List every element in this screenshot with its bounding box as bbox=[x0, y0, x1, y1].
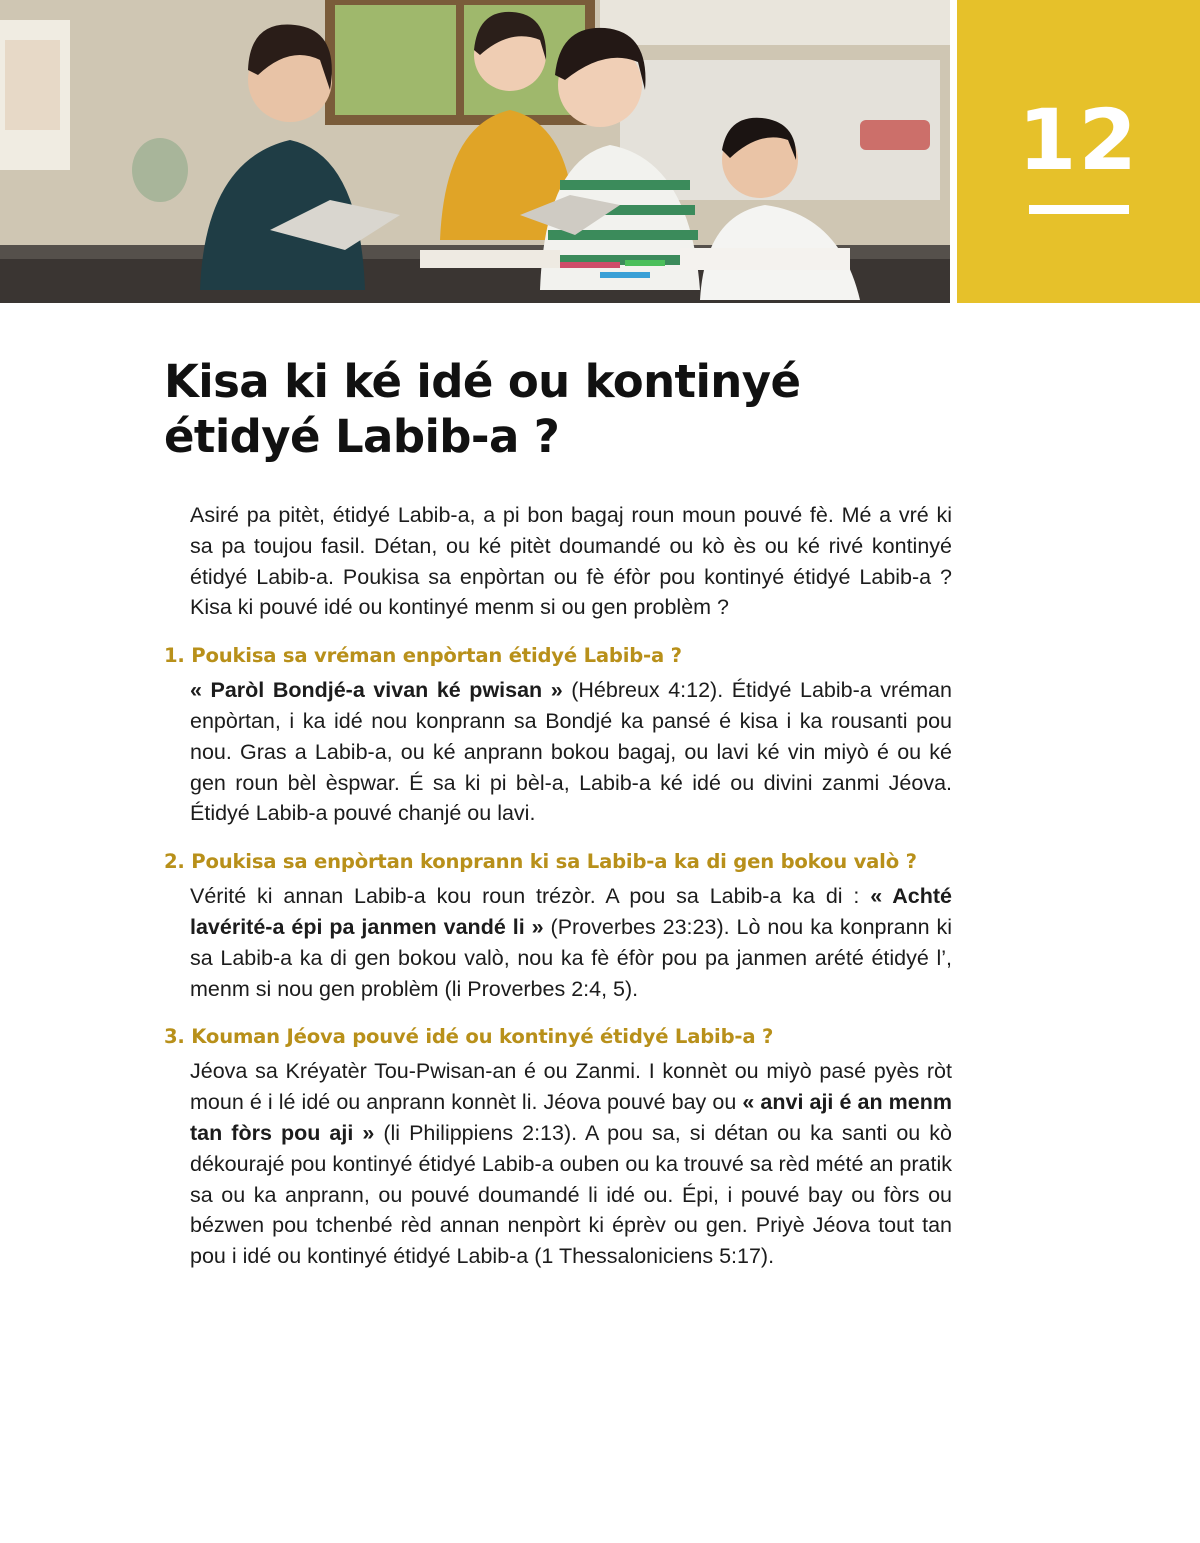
answer-1 bbox=[164, 675, 952, 829]
intro-paragraph: Asiré pa pitèt, étidyé Labib-a, a pi bon bagaj roun moun pouvé fè. Mé a vré ki sa pa toujou fasil. Détan, ou ké pitèt doumandé ou kò ès ou ké rivé kontinyé étidyé Labib-a. Poukisa sa enpòrtan ou fè éfòr pou kontinyé étidyé Labib-a ? Kisa ki pouvé idé ou kontinyé menm si ou gen problèm ? bbox=[190, 503, 952, 620]
answer-3-bold-quote: « anvi aji é an menm tan fòrs pou aji » bbox=[190, 1090, 952, 1145]
header-photo bbox=[0, 0, 950, 303]
answer-3 bbox=[164, 1056, 952, 1272]
lesson-number-underline bbox=[1029, 205, 1129, 214]
answer-2 bbox=[164, 881, 952, 1004]
family-bible-study-illustration bbox=[0, 0, 950, 303]
question-3: 3. Kouman Jéova pouvé idé ou kontinyé étidyé Labib-a ? bbox=[164, 1025, 774, 1049]
answer-1-bold-quote: « Paròl Bondjé-a vivan ké pwisan » bbox=[190, 678, 563, 703]
answer-1-text: (Hébreux 4:12). Étidyé Labib-a vréman enpòrtan, i ka idé nou konprann sa Bondjé ka pansé é kisa i ka rousanti pou nou. Gras a Labib-a, ou ké anprann bokou bagaj, ou lavi ké vin miyò é ou ké gen roun bèl èspwar. É sa ki pi bèl-a, Labib-a ké idé ou divini zanmi Jéova. Étidyé Labib-a pouvé chanjé ou lavi. bbox=[190, 678, 952, 826]
answer-2-text-before: Vérité ki annan Labib-a kou roun trézòr. A pou sa Labib-a ka di : bbox=[190, 884, 871, 909]
answer-3-text-after: (li Philippiens 2:13). A pou sa, si détan ou ka santi ou kò dékourajé pou kontinyé étidyé Labib-a ouben ou ka trouvé sa rèd mété an pratik sa ou ka anprann, ou pouvé doumandé li idé ou. Épi, i pouvé bay ou fòrs ou bézwen pou tchenbé rèd annan nenpòrt ki éprèv ou gen. Priyè Jéova tout tan pou i idé ou kontinyé étidyé Labib-a (1 Thessaloniciens 5:17). bbox=[190, 1120, 952, 1269]
page-title bbox=[164, 354, 964, 464]
title-line-1: Kisa ki ké idé ou kontinyé bbox=[164, 355, 801, 408]
answer-2-text-after: (Proverbes 23:23). Lò nou ka konprann ki sa Labib-a ka di gen bokou valò, nou ka fè éfòr pou pa janmen arété étidyé l’, menm si nou gen problèm (li Proverbes 2:4, 5). bbox=[190, 914, 952, 1001]
lesson-number-block bbox=[957, 0, 1200, 303]
title-line-2: étidyé Labib-a ? bbox=[164, 410, 560, 463]
lesson-number: 12 bbox=[1018, 91, 1139, 189]
lesson-content bbox=[164, 500, 952, 1272]
question-2: 2. Poukisa sa enpòrtan konprann ki sa Labib-a ka di gen bokou valò ? bbox=[164, 850, 917, 874]
answer-3-text-before: Jéova sa Kréyatèr Tou-Pwisan-an é ou Zanmi. I konnèt ou miyò pasé pyès ròt moun é i lé idé ou anprann konnèt li. Jéova pouvé bay ou bbox=[190, 1059, 952, 1115]
answer-2-bold-quote: « Achté lavérité-a épi pa janmen vandé li » bbox=[190, 884, 952, 939]
question-1: 1. Poukisa sa vréman enpòrtan étidyé Labib-a ? bbox=[164, 644, 682, 668]
